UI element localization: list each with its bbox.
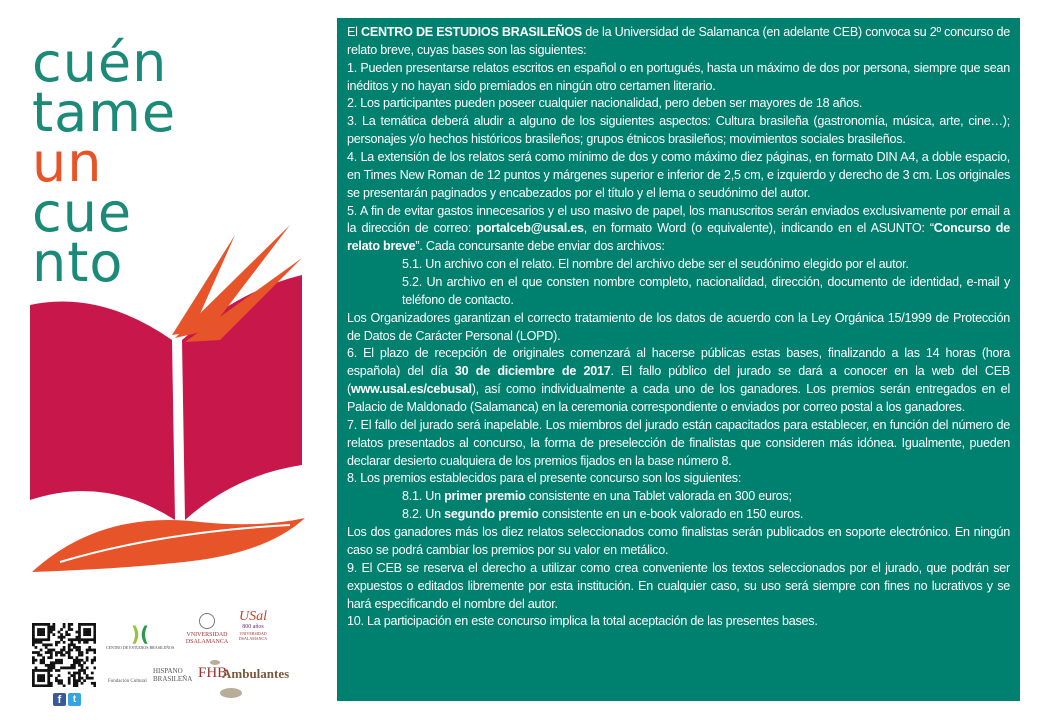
title-line: tame: [32, 81, 177, 144]
rule-text: 8. Los premios establecidos para el presente concurso son los siguientes:: [347, 471, 742, 486]
emphasized-text: segundo premio: [444, 507, 539, 522]
emphasized-text: CENTRO DE ESTUDIOS BRASILEÑOS: [360, 25, 582, 39]
rule-paragraph: [347, 95, 1010, 113]
rule-text: , en formato Word (o equivalente), indicando en el ASUNTO: “: [583, 221, 934, 236]
twitter-icon[interactable]: t: [68, 693, 81, 706]
rule-paragraph: [347, 274, 1010, 310]
title-line: un: [32, 131, 103, 194]
rule-paragraph: [347, 613, 1010, 631]
rule-text: Los dos ganadores más los diez relatos seleccionados como finalistas serán publicados en soporte electrónico. En ningún caso se podrá cambiar los premios por su valor en metálico.: [347, 525, 1010, 557]
rule-text: 10. La participación en este concurso implica la total aceptación de las presentes bases.: [347, 614, 818, 629]
rule-text: de la Universidad de Salamanca (en adelante CEB) convoca su 2º concurso de relato breve, cuyas bases son las siguientes:: [347, 25, 1010, 57]
rule-paragraph: [347, 345, 1010, 416]
rule-text: ), así como individualmente a cada uno de los ganadores. Los premios serán entregados en el Palacio de Maldonado (Salamanca) en la ceremonia correspondiente o enviados por correo postal a los ganadores.: [347, 382, 1010, 415]
rule-text: 4. La extensión de los relatos será como mínimo de dos y como máximo diez páginas, en formato DIN A4, a doble espacio, en Times New Roman de 12 puntos y márgenes superior e inferior de 2,5 cm, e izquierdo y derecho de 3 cm. Los originales se presentarán paginados y encabezados por el título y el lema o seudónimo del autor.: [347, 150, 1010, 200]
title-line: cuén: [32, 31, 168, 94]
emphasized-text: www.usal.es/cebusal: [350, 382, 472, 397]
rule-paragraph: [347, 149, 1010, 203]
rule-text: 5.2. Un archivo en el que consten nombre completo, nacionalidad, dirección, documento de identidad, e-mail y teléfono de contacto.: [402, 275, 1010, 307]
rule-text: 5.1. Un archivo con el relato. El nombre del archivo debe ser el seudónimo elegido por el autor.: [402, 257, 909, 272]
book-illustration: [20, 210, 310, 580]
rule-paragraph: [347, 203, 1010, 257]
ambulantes-logo: Ambulantes: [210, 660, 280, 700]
emphasized-text: 30 de diciembre de 2017: [454, 364, 611, 379]
ceb-logo: )( CENTRO DE ESTUDIOS BRASILEÑOS: [105, 622, 175, 650]
rule-paragraph: [347, 310, 1010, 346]
emphasized-text: primer premio: [444, 489, 526, 504]
rule-paragraph: [347, 506, 1010, 524]
qr-code[interactable]: [32, 623, 96, 687]
contest-rules-panel: [337, 18, 1020, 701]
rule-text: 5. A fin de evitar gastos innecesarios y el uso masivo de papel, los manuscritos serán enviados exclusivamente por email a la dirección de correo:: [347, 203, 1010, 236]
rule-text: 2. Los participantes pueden poseer cualquier nacionalidad, pero deben ser mayores de 18 años.: [347, 96, 863, 111]
rule-text: 8.2. Un: [402, 507, 445, 522]
emphasized-text: Concurso de relato breve: [347, 221, 1010, 254]
rule-text: El: [347, 25, 361, 39]
facebook-icon[interactable]: f: [53, 693, 66, 706]
rule-text: consistente en un e-book valorado en 150 euros.: [538, 507, 804, 522]
rule-paragraph: [347, 560, 1010, 614]
sponsor-logos: [20, 605, 290, 715]
rule-text: 8.1. Un: [402, 489, 445, 504]
rule-paragraph: [347, 24, 1010, 60]
rule-paragraph: [347, 470, 1010, 488]
title-line: cue: [32, 181, 133, 244]
rule-paragraph: [347, 488, 1010, 506]
rule-text: 1. Pueden presentarse relatos escritos en español o en portugués, hasta un máximo de dos por persona, siempre que sean inéditos y no hayan sido premiados en ningún otro certamen literario.: [347, 60, 1010, 93]
usal-800-logo: USal 800 años VNIVERSIDAD DSALAMANCA: [238, 609, 268, 641]
rule-text: Los Organizadores garantizan el correcto tratamiento de los datos de acuerdo con la Ley Orgánica 15/1999 de Protección de Datos de Carácter Personal (LOPD).: [347, 310, 1010, 343]
rule-text: . El fallo público del jurado se dará a conocer en la web del CEB (: [347, 364, 1010, 397]
rule-paragraph: [347, 256, 1010, 274]
rule-text: consistente en una Tablet valorada en 300 euros;: [525, 489, 792, 504]
title-line: nto: [32, 231, 124, 294]
usal-logo: VNIVERSIDAD DSALAMANCA: [182, 613, 232, 646]
rule-text: 3. La temática deberá aludir a alguno de los siguientes aspectos: Cultura brasileña (gastronomía, música, arte, cine…); personajes y/o hechos históricos brasileños; grupos étnicos brasileños; movimientos sociales brasileños.: [347, 114, 1010, 147]
fundacion-hispano-brasilena-logo: Fundación Cultural HISPANO BRASILEÑA FHB: [108, 665, 228, 684]
book-left-page: [30, 302, 175, 520]
rule-text: 6. El plazo de recepción de originales comenzará al hacerse públicas estas bases, finalizando a las 14 horas (hora española) del día: [347, 346, 1010, 379]
rule-paragraph: [347, 417, 1010, 471]
rule-paragraph: [347, 113, 1010, 149]
rule-text: ”. Cada concursante debe enviar dos archivos:: [415, 239, 665, 254]
emphasized-text: portalceb@usal.es: [476, 221, 584, 236]
rule-text: 9. El CEB se reserva el derecho a utilizar como crea conveniente los textos seleccionados por el jurado, que podrán ser expuestos o editados libremente por esta institución. En cualquier caso, su uso será siempre con fines no lucrativos y se hará especificando el nombre del autor.: [347, 560, 1010, 611]
rule-text: 7. El fallo del jurado será inapelable. Los miembros del jurado están capacitados para establecer, en función del número de relatos presentados al concurso, la forma de preselección de finalistas que consideren más idónea. Igualmente, pueden declarar desierto cualquiera de los premios fijados en la base número 8.: [347, 417, 1010, 468]
rule-paragraph: [347, 524, 1010, 560]
rule-paragraph: [347, 60, 1010, 96]
